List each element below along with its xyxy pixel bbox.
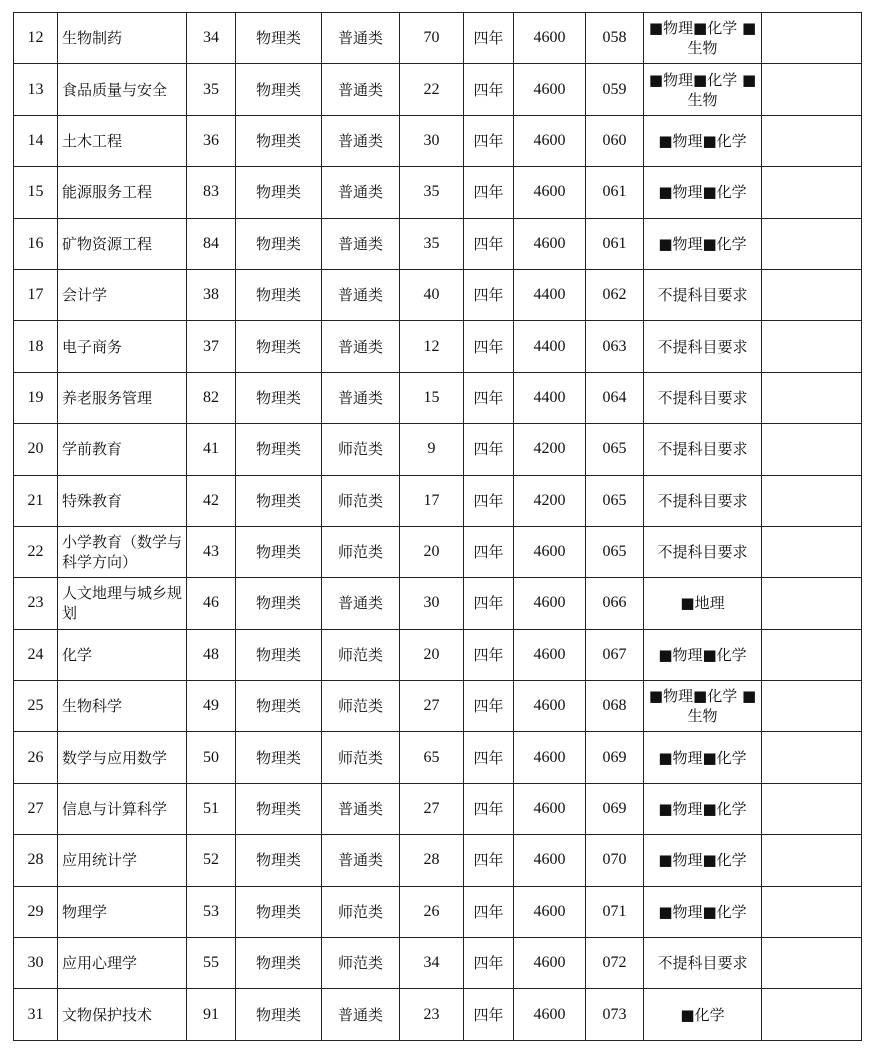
group-code-cell: 069 [586, 783, 644, 834]
category-cell: 物理类 [236, 321, 322, 372]
plan-count-cell: 15 [400, 372, 464, 423]
row-number-cell: 30 [14, 938, 58, 989]
category-cell: 物理类 [236, 835, 322, 886]
group-code-cell: 061 [586, 218, 644, 269]
type-cell: 师范类 [322, 629, 400, 680]
tuition-cell: 4200 [514, 424, 586, 475]
category-cell: 物理类 [236, 629, 322, 680]
tuition-cell: 4600 [514, 167, 586, 218]
subject-requirement-cell: ■化学 [644, 989, 762, 1040]
tuition-cell: 4600 [514, 629, 586, 680]
group-code-cell: 061 [586, 167, 644, 218]
duration-cell: 四年 [464, 218, 514, 269]
duration-cell: 四年 [464, 578, 514, 629]
duration-cell: 四年 [464, 835, 514, 886]
major-code-cell: 35 [187, 64, 236, 115]
table-row [14, 424, 862, 475]
row-number-cell: 23 [14, 578, 58, 629]
major-name-cell: 信息与计算科学 [58, 783, 187, 834]
plan-count-cell: 40 [400, 269, 464, 320]
category-cell: 物理类 [236, 578, 322, 629]
major-code-cell: 34 [187, 13, 236, 64]
table-row [14, 167, 862, 218]
type-cell: 师范类 [322, 938, 400, 989]
subject-requirement-cell: 不提科目要求 [644, 938, 762, 989]
major-name-cell: 文物保护技术 [58, 989, 187, 1040]
group-code-cell: 065 [586, 526, 644, 577]
major-name-cell: 食品质量与安全 [58, 64, 187, 115]
plan-count-cell: 9 [400, 424, 464, 475]
tuition-cell: 4600 [514, 886, 586, 937]
type-cell: 普通类 [322, 269, 400, 320]
table-row [14, 526, 862, 577]
note-cell [762, 269, 862, 320]
type-cell: 普通类 [322, 167, 400, 218]
note-cell [762, 13, 862, 64]
table-row [14, 475, 862, 526]
type-cell: 普通类 [322, 372, 400, 423]
type-cell: 普通类 [322, 835, 400, 886]
category-cell: 物理类 [236, 372, 322, 423]
group-code-cell: 059 [586, 64, 644, 115]
type-cell: 普通类 [322, 321, 400, 372]
table-row [14, 783, 862, 834]
table-body [14, 13, 862, 1041]
major-code-cell: 46 [187, 578, 236, 629]
group-code-cell: 058 [586, 13, 644, 64]
group-code-cell: 065 [586, 475, 644, 526]
tuition-cell: 4600 [514, 218, 586, 269]
plan-count-cell: 27 [400, 783, 464, 834]
row-number-cell: 16 [14, 218, 58, 269]
row-number-cell: 18 [14, 321, 58, 372]
note-cell [762, 475, 862, 526]
duration-cell: 四年 [464, 167, 514, 218]
duration-cell: 四年 [464, 372, 514, 423]
group-code-cell: 064 [586, 372, 644, 423]
group-code-cell: 065 [586, 424, 644, 475]
subject-requirement-cell: ■物理■化学 [644, 115, 762, 166]
table-row [14, 269, 862, 320]
duration-cell: 四年 [464, 475, 514, 526]
row-number-cell: 19 [14, 372, 58, 423]
table-row [14, 218, 862, 269]
tuition-cell: 4600 [514, 732, 586, 783]
row-number-cell: 15 [14, 167, 58, 218]
plan-count-cell: 27 [400, 681, 464, 732]
major-code-cell: 41 [187, 424, 236, 475]
category-cell: 物理类 [236, 218, 322, 269]
type-cell: 师范类 [322, 475, 400, 526]
table-row [14, 64, 862, 115]
subject-requirement-cell: ■物理■化学 [644, 835, 762, 886]
note-cell [762, 886, 862, 937]
major-code-cell: 51 [187, 783, 236, 834]
type-cell: 师范类 [322, 886, 400, 937]
tuition-cell: 4400 [514, 321, 586, 372]
tuition-cell: 4600 [514, 783, 586, 834]
tuition-cell: 4600 [514, 64, 586, 115]
duration-cell: 四年 [464, 64, 514, 115]
table-row [14, 886, 862, 937]
type-cell: 师范类 [322, 681, 400, 732]
table-row [14, 372, 862, 423]
note-cell [762, 681, 862, 732]
row-number-cell: 21 [14, 475, 58, 526]
duration-cell: 四年 [464, 629, 514, 680]
category-cell: 物理类 [236, 938, 322, 989]
note-cell [762, 218, 862, 269]
tuition-cell: 4400 [514, 269, 586, 320]
major-code-cell: 53 [187, 886, 236, 937]
major-name-cell: 人文地理与城乡规划 [58, 578, 187, 629]
tuition-cell: 4600 [514, 115, 586, 166]
duration-cell: 四年 [464, 681, 514, 732]
plan-count-cell: 35 [400, 167, 464, 218]
duration-cell: 四年 [464, 886, 514, 937]
major-name-cell: 特殊教育 [58, 475, 187, 526]
group-code-cell: 069 [586, 732, 644, 783]
note-cell [762, 732, 862, 783]
group-code-cell: 062 [586, 269, 644, 320]
duration-cell: 四年 [464, 989, 514, 1040]
note-cell [762, 629, 862, 680]
duration-cell: 四年 [464, 13, 514, 64]
subject-requirement-cell: ■物理■化学 [644, 629, 762, 680]
type-cell: 普通类 [322, 13, 400, 64]
major-name-cell: 能源服务工程 [58, 167, 187, 218]
row-number-cell: 13 [14, 64, 58, 115]
admissions-table [13, 12, 862, 1041]
major-name-cell: 生物科学 [58, 681, 187, 732]
note-cell [762, 167, 862, 218]
major-name-cell: 矿物资源工程 [58, 218, 187, 269]
major-name-cell: 应用统计学 [58, 835, 187, 886]
type-cell: 普通类 [322, 578, 400, 629]
major-code-cell: 48 [187, 629, 236, 680]
tuition-cell: 4600 [514, 989, 586, 1040]
major-name-cell: 学前教育 [58, 424, 187, 475]
table-row [14, 681, 862, 732]
major-code-cell: 38 [187, 269, 236, 320]
note-cell [762, 526, 862, 577]
duration-cell: 四年 [464, 321, 514, 372]
major-code-cell: 36 [187, 115, 236, 166]
subject-requirement-cell: 不提科目要求 [644, 424, 762, 475]
table-row [14, 732, 862, 783]
tuition-cell: 4400 [514, 372, 586, 423]
subject-requirement-cell: ■物理■化学 ■生物 [644, 13, 762, 64]
major-code-cell: 82 [187, 372, 236, 423]
row-number-cell: 24 [14, 629, 58, 680]
group-code-cell: 060 [586, 115, 644, 166]
plan-count-cell: 28 [400, 835, 464, 886]
table-row [14, 938, 862, 989]
category-cell: 物理类 [236, 64, 322, 115]
category-cell: 物理类 [236, 526, 322, 577]
subject-requirement-cell: ■物理■化学 [644, 886, 762, 937]
plan-count-cell: 35 [400, 218, 464, 269]
major-code-cell: 43 [187, 526, 236, 577]
duration-cell: 四年 [464, 783, 514, 834]
major-name-cell: 数学与应用数学 [58, 732, 187, 783]
note-cell [762, 115, 862, 166]
row-number-cell: 27 [14, 783, 58, 834]
row-number-cell: 12 [14, 13, 58, 64]
tuition-cell: 4200 [514, 475, 586, 526]
subject-requirement-cell: ■物理■化学 [644, 167, 762, 218]
note-cell [762, 424, 862, 475]
major-name-cell: 物理学 [58, 886, 187, 937]
table-row [14, 629, 862, 680]
major-name-cell: 土木工程 [58, 115, 187, 166]
category-cell: 物理类 [236, 681, 322, 732]
type-cell: 普通类 [322, 218, 400, 269]
table-row [14, 835, 862, 886]
plan-count-cell: 34 [400, 938, 464, 989]
subject-requirement-cell: 不提科目要求 [644, 321, 762, 372]
type-cell: 普通类 [322, 115, 400, 166]
category-cell: 物理类 [236, 989, 322, 1040]
subject-requirement-cell: ■物理■化学 [644, 783, 762, 834]
group-code-cell: 067 [586, 629, 644, 680]
subject-requirement-cell: ■地理 [644, 578, 762, 629]
group-code-cell: 070 [586, 835, 644, 886]
note-cell [762, 938, 862, 989]
row-number-cell: 14 [14, 115, 58, 166]
note-cell [762, 372, 862, 423]
duration-cell: 四年 [464, 526, 514, 577]
type-cell: 普通类 [322, 783, 400, 834]
row-number-cell: 25 [14, 681, 58, 732]
tuition-cell: 4600 [514, 578, 586, 629]
row-number-cell: 29 [14, 886, 58, 937]
plan-count-cell: 65 [400, 732, 464, 783]
major-code-cell: 83 [187, 167, 236, 218]
note-cell [762, 989, 862, 1040]
category-cell: 物理类 [236, 886, 322, 937]
category-cell: 物理类 [236, 13, 322, 64]
major-code-cell: 37 [187, 321, 236, 372]
category-cell: 物理类 [236, 475, 322, 526]
plan-count-cell: 30 [400, 115, 464, 166]
note-cell [762, 578, 862, 629]
group-code-cell: 068 [586, 681, 644, 732]
subject-requirement-cell: 不提科目要求 [644, 269, 762, 320]
note-cell [762, 321, 862, 372]
major-name-cell: 生物制药 [58, 13, 187, 64]
group-code-cell: 063 [586, 321, 644, 372]
tuition-cell: 4600 [514, 13, 586, 64]
plan-count-cell: 20 [400, 629, 464, 680]
plan-count-cell: 17 [400, 475, 464, 526]
type-cell: 普通类 [322, 64, 400, 115]
major-code-cell: 49 [187, 681, 236, 732]
major-name-cell: 应用心理学 [58, 938, 187, 989]
major-code-cell: 91 [187, 989, 236, 1040]
type-cell: 师范类 [322, 732, 400, 783]
plan-count-cell: 12 [400, 321, 464, 372]
type-cell: 普通类 [322, 989, 400, 1040]
major-code-cell: 42 [187, 475, 236, 526]
tuition-cell: 4600 [514, 938, 586, 989]
major-name-cell: 化学 [58, 629, 187, 680]
row-number-cell: 22 [14, 526, 58, 577]
table-row [14, 321, 862, 372]
tuition-cell: 4600 [514, 835, 586, 886]
note-cell [762, 64, 862, 115]
note-cell [762, 783, 862, 834]
group-code-cell: 071 [586, 886, 644, 937]
row-number-cell: 28 [14, 835, 58, 886]
major-code-cell: 84 [187, 218, 236, 269]
duration-cell: 四年 [464, 938, 514, 989]
group-code-cell: 073 [586, 989, 644, 1040]
major-code-cell: 52 [187, 835, 236, 886]
tuition-cell: 4600 [514, 526, 586, 577]
major-code-cell: 50 [187, 732, 236, 783]
group-code-cell: 072 [586, 938, 644, 989]
duration-cell: 四年 [464, 424, 514, 475]
subject-requirement-cell: ■物理■化学 ■生物 [644, 681, 762, 732]
plan-count-cell: 30 [400, 578, 464, 629]
table-row [14, 989, 862, 1040]
type-cell: 师范类 [322, 424, 400, 475]
row-number-cell: 17 [14, 269, 58, 320]
plan-count-cell: 20 [400, 526, 464, 577]
major-code-cell: 55 [187, 938, 236, 989]
row-number-cell: 31 [14, 989, 58, 1040]
plan-count-cell: 70 [400, 13, 464, 64]
tuition-cell: 4600 [514, 681, 586, 732]
category-cell: 物理类 [236, 424, 322, 475]
note-cell [762, 835, 862, 886]
duration-cell: 四年 [464, 269, 514, 320]
plan-count-cell: 23 [400, 989, 464, 1040]
group-code-cell: 066 [586, 578, 644, 629]
subject-requirement-cell: 不提科目要求 [644, 526, 762, 577]
subject-requirement-cell: 不提科目要求 [644, 475, 762, 526]
table-row [14, 115, 862, 166]
subject-requirement-cell: ■物理■化学 [644, 218, 762, 269]
row-number-cell: 20 [14, 424, 58, 475]
plan-count-cell: 26 [400, 886, 464, 937]
row-number-cell: 26 [14, 732, 58, 783]
table-row [14, 13, 862, 64]
category-cell: 物理类 [236, 783, 322, 834]
duration-cell: 四年 [464, 115, 514, 166]
type-cell: 师范类 [322, 526, 400, 577]
subject-requirement-cell: 不提科目要求 [644, 372, 762, 423]
plan-count-cell: 22 [400, 64, 464, 115]
major-name-cell: 养老服务管理 [58, 372, 187, 423]
duration-cell: 四年 [464, 732, 514, 783]
category-cell: 物理类 [236, 115, 322, 166]
category-cell: 物理类 [236, 269, 322, 320]
subject-requirement-cell: ■物理■化学 ■生物 [644, 64, 762, 115]
category-cell: 物理类 [236, 167, 322, 218]
major-name-cell: 会计学 [58, 269, 187, 320]
table-row [14, 578, 862, 629]
category-cell: 物理类 [236, 732, 322, 783]
major-name-cell: 电子商务 [58, 321, 187, 372]
major-name-cell: 小学教育（数学与科学方向） [58, 526, 187, 577]
subject-requirement-cell: ■物理■化学 [644, 732, 762, 783]
